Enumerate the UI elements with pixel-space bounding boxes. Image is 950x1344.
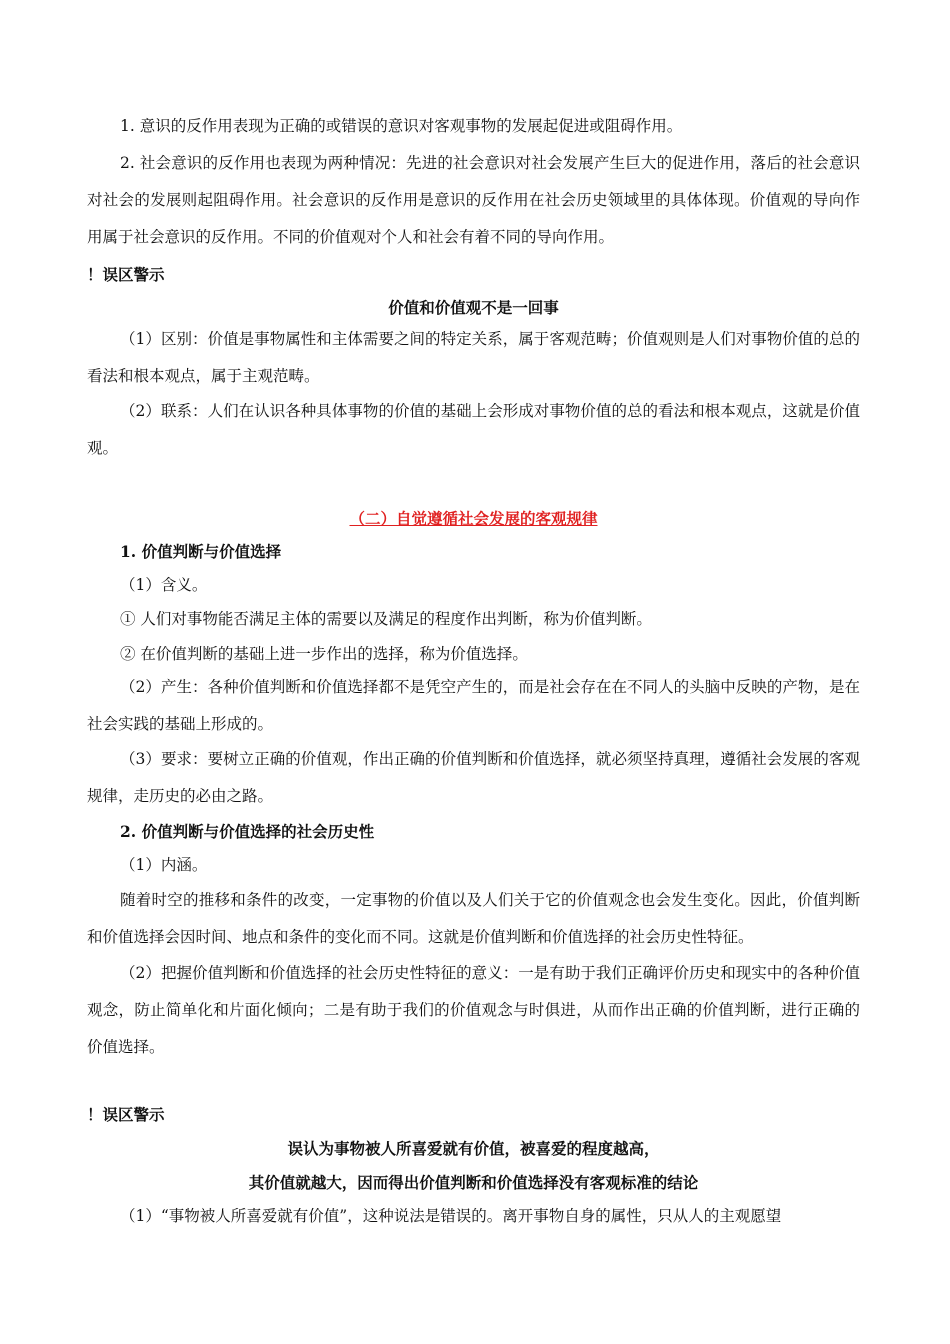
warning-label-2: ！误区警示 (87, 1105, 165, 1124)
paragraph-connection: （2）联系：人们在认识各种具体事物的价值的基础上会形成对事物价值的总的看法和根本观点，这就是价值观。 (87, 402, 860, 457)
subheading-social-historicity: 2. 价值判断与价值选择的社会历史性 (120, 822, 375, 841)
item-connotation: （1）内涵。 (120, 856, 208, 874)
warning-title-line-1: 误认为事物被人所喜爱就有价值，被喜爱的程度越高， (287, 1139, 660, 1158)
paragraph-consciousness-reaction: 1. 意识的反作用表现为正确的或错误的意识对客观事物的发展起促进或阻碍作用。 (120, 117, 683, 135)
warning-title: 价值和价值观不是一回事 (388, 298, 559, 317)
item-value-judgment-definition: ① 人们对事物能否满足主体的需要以及满足的程度作出判断，称为价值判断。 (120, 610, 652, 628)
item-meaning: （1）含义。 (120, 576, 208, 594)
warning-title-line-2: 其价值就越大，因而得出价值判断和价值选择没有客观标准的结论 (248, 1173, 699, 1192)
paragraph-misconception: （1）“事物被人所喜爱就有价值”，这种说法是错误的。离开事物自身的属性，只从人的主观愿望 (120, 1207, 782, 1225)
paragraph-change: 随着时空的推移和条件的改变，一定事物的价值以及人们关于它的价值观念也会发生变化。因此，价值判断和价值选择会因时间、地点和条件的变化而不同。这就是价值判断和价值选择的社会历史性特征。 (87, 891, 860, 946)
subheading-value-judgment: 1. 价值判断与价值选择 (120, 542, 282, 561)
item-origin: （2）产生：各种价值判断和价值选择都不是凭空产生的，而是社会存在在不同人的头脑中反映的产物，是在社会实践的基础上形成的。 (87, 678, 860, 733)
paragraph-significance: （2）把握价值判断和价值选择的社会历史性特征的意义：一是有助于我们正确评价历史和现实中的各种价值观念，防止简单化和片面化倾向；二是有助于我们的价值观念与时俱进，从而作出正确的价值判断，进行正确的价值选择。 (87, 964, 860, 1056)
paragraph-social-consciousness: 2. 社会意识的反作用也表现为两种情况：先进的社会意识对社会发展产生巨大的促进作用，落后的社会意识对社会的发展则起阻碍作用。社会意识的反作用是意识的反作用在社会历史领域里的具体体现。价值观的导向作用属于社会意识的反作用。不同的价值观对个人和社会有着不同的导向作用。 (87, 154, 860, 246)
warning-label: ！误区警示 (87, 265, 165, 284)
section-heading: （二）自觉遵循社会发展的客观规律 (349, 509, 598, 528)
item-value-choice-definition: ② 在价值判断的基础上进一步作出的选择，称为价值选择。 (120, 645, 528, 663)
paragraph-difference: （1）区别：价值是事物属性和主体需要之间的特定关系，属于客观范畴；价值观则是人们对事物价值的总的看法和根本观点，属于主观范畴。 (87, 330, 860, 385)
item-requirement: （3）要求：要树立正确的价值观，作出正确的价值判断和价值选择，就必须坚持真理，遵循社会发展的客观规律，走历史的必由之路。 (87, 750, 860, 805)
